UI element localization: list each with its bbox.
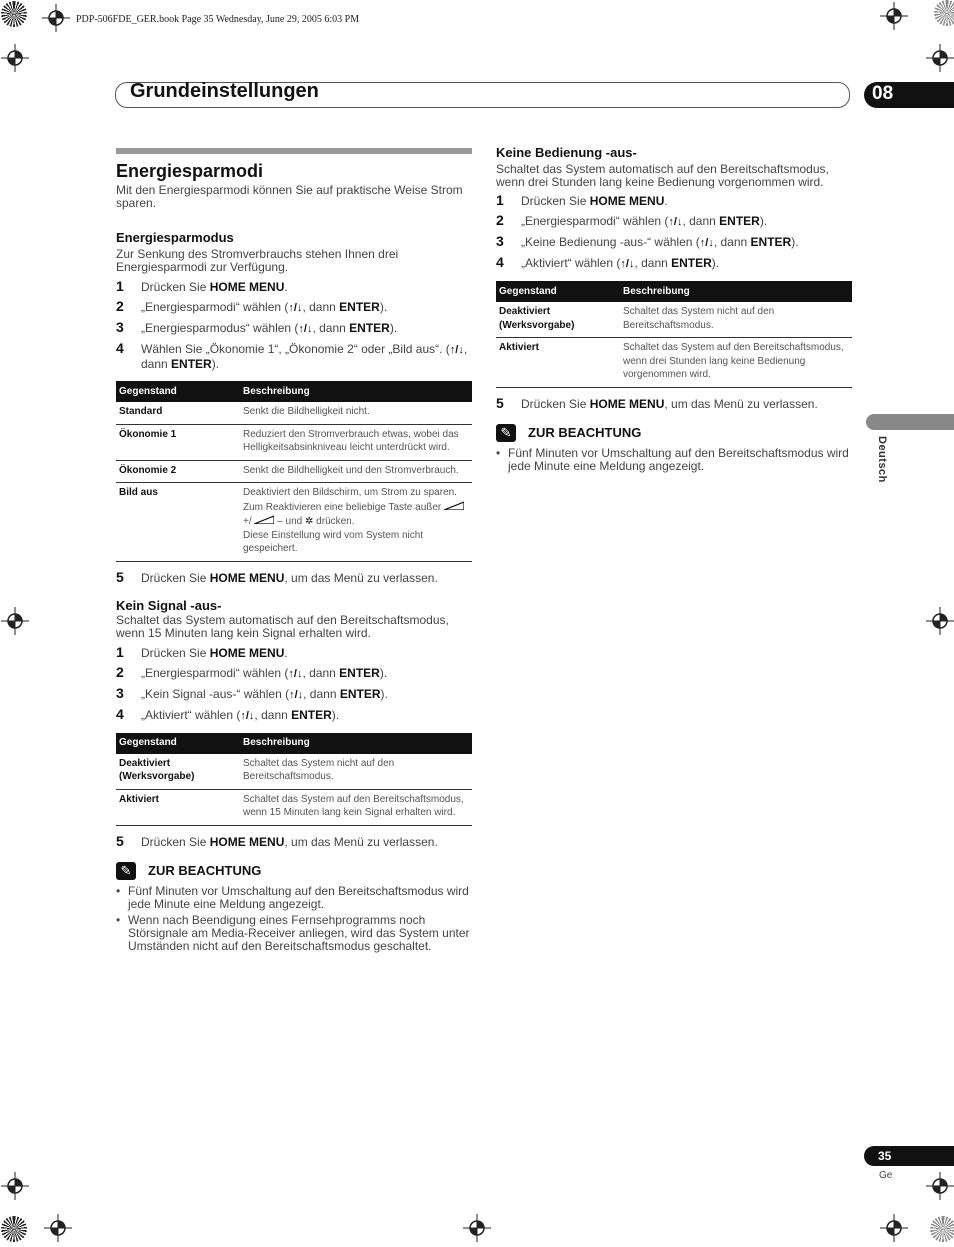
chapter-number: 08 (872, 83, 894, 104)
step-text (141, 342, 472, 371)
step-text-part: , dann (141, 342, 468, 371)
table-cell-value (240, 483, 472, 562)
step-key-label: HOME MENU (589, 194, 665, 208)
step-text (141, 687, 388, 702)
step-text (141, 321, 397, 336)
table-cell-value: Senkt die Bildhelligkeit nicht. (240, 402, 472, 424)
table-cell-text: – und (277, 516, 303, 527)
table-cell-key: Aktiviert (116, 789, 240, 825)
file-header: PDP-506FDE_GER.book Page 35 Wednesday, June 29, 2005 6:03 PM (76, 14, 360, 25)
step-text-part: ). (791, 235, 799, 249)
step-item (496, 213, 852, 229)
step-list (116, 834, 472, 849)
step-text-part: „Energiesparmodi“ wählen ( (141, 300, 289, 314)
volume-down-icon (444, 500, 464, 510)
step-item (116, 279, 472, 294)
note-heading (496, 423, 852, 443)
registration-mark-icon (926, 1172, 954, 1200)
options-table (116, 733, 472, 826)
note-title: ZUR BEACHTUNG (148, 863, 262, 878)
step-text-part: ). (379, 300, 388, 314)
step-text-part: , dann (682, 214, 720, 228)
step-number: 4 (116, 340, 124, 356)
registration-mark-icon (1, 44, 29, 72)
table-header: Beschreibung (240, 733, 472, 754)
table-cell-value: Schaltet das System nicht auf den Bereitschaftsmodus. (620, 302, 852, 338)
step-number: 2 (116, 298, 124, 314)
note-heading (116, 861, 472, 881)
table-cell-key: Deaktiviert (Werksvorgabe) (116, 754, 240, 790)
step-item (116, 320, 472, 336)
step-text-part: Drücken Sie (141, 834, 210, 849)
pencil-note-icon: ✎ (496, 424, 516, 442)
step-text-part: „Energiesparmodus“ wählen ( (141, 321, 299, 335)
table-header: Beschreibung (240, 381, 472, 402)
step-text-part: . (664, 194, 668, 208)
step-item (496, 234, 852, 250)
table-row (116, 754, 472, 790)
step-text-part: ). (759, 214, 768, 228)
language-tab (866, 414, 954, 430)
step-number: 3 (116, 319, 124, 335)
table-row (116, 460, 472, 483)
step-list (116, 570, 472, 585)
note-item: • Fünf Minuten vor Umschaltung auf den Bereitschaftsmodus wird jede Minute eine Meldung angezeigt. (116, 885, 472, 911)
up-down-arrow-icon: ↑/↓ (289, 688, 304, 701)
step-text-part: , um das Menü zu verlassen. (284, 834, 438, 849)
table-cell-key: Standard (116, 402, 240, 424)
table-cell-value: Schaltet das System auf den Bereitschaftsmodus, wenn 15 Minuten lang kein Signal erhalten wird. (240, 789, 472, 825)
step-number: 1 (116, 643, 124, 660)
table-header: Gegenstand (116, 381, 240, 402)
subsection-heading: Energiesparmodus (116, 230, 234, 245)
table-row (116, 402, 472, 424)
table-row (116, 789, 472, 825)
step-item (116, 686, 472, 702)
step-text-part: ). (389, 321, 398, 335)
volume-up-icon (254, 514, 274, 524)
step-text-part: ). (711, 256, 720, 270)
step-text-part: , um das Menü zu verlassen. (284, 570, 438, 585)
table-cell-key: Aktiviert (496, 338, 620, 388)
table-header: Beschreibung (620, 281, 852, 302)
step-text-part: , um das Menü zu verlassen. (664, 396, 818, 411)
step-text-part: „Energiesparmodi“ wählen ( (141, 665, 289, 680)
section-rule (116, 148, 472, 154)
up-down-arrow-icon: ↑/↓ (288, 667, 303, 680)
subsection-text: Zur Senkung des Stromverbrauchs stehen Ihnen drei Energiesparmodi zur Verfügung. (116, 247, 399, 274)
table-cell-text: +/ (243, 516, 252, 527)
step-text-part: Drücken Sie (521, 396, 590, 411)
section-title: Energiesparmodi (116, 161, 264, 181)
step-text-part: Drücken Sie (141, 280, 210, 294)
step-list (496, 396, 852, 411)
table-cell-key: Deaktiviert (Werksvorgabe) (496, 302, 620, 338)
registration-mark-icon (926, 44, 954, 72)
step-text-part: , dann (312, 321, 350, 335)
step-text-part: , dann (713, 235, 751, 249)
step-text-part: „Keine Bedienung -aus-“ wählen ( (521, 235, 700, 249)
step-text (141, 646, 288, 660)
step-key-label: ENTER (719, 214, 760, 228)
step-text-part: „Aktiviert“ wählen ( (521, 256, 621, 270)
step-text (521, 194, 668, 208)
registration-mark-icon (880, 1214, 908, 1242)
step-number: 5 (496, 394, 504, 411)
step-text (141, 666, 387, 681)
subsection-text: Schaltet das System automatisch auf den Bereitschaftsmodus, wenn drei Stunden lang keine Bedienung vorgenommen wird. (496, 162, 829, 189)
table-row (496, 302, 852, 338)
table-cell-text: Deaktiviert den Bildschirm, um Strom zu sparen. Zum Reaktivieren eine beliebige Taste außer (243, 487, 457, 513)
step-key-label: ENTER (671, 256, 712, 270)
step-text-part: ). (331, 707, 340, 722)
step-list (116, 645, 472, 723)
note-item: • Wenn nach Beendigung eines Fernsehprogramms noch Störsignale am Media-Receiver anliegen, wird das System unter Umständen nicht auf den Bereitschaftsmodus geschaltet. (116, 914, 472, 953)
up-down-arrow-icon: ↑/↓ (699, 237, 714, 249)
subsection-heading: Keine Bedienung -aus- (496, 145, 637, 160)
up-down-arrow-icon: ↑/↓ (240, 709, 255, 722)
step-item (116, 834, 472, 849)
registration-mark-icon (926, 607, 954, 635)
up-down-arrow-icon: ↑/↓ (668, 216, 683, 228)
step-text-part: „Energiesparmodi“ wählen ( (521, 214, 669, 228)
table-row (496, 338, 852, 388)
table-header: Gegenstand (116, 733, 240, 754)
step-key-label: HOME MENU (209, 834, 285, 849)
step-item (496, 396, 852, 411)
page-number: 35 (878, 1149, 892, 1163)
note-item: • Fünf Minuten vor Umschaltung auf den Bereitschaftsmodus wird jede Minute eine Meldung angezeigt. (496, 447, 852, 473)
registration-mark-icon (1, 607, 29, 635)
step-number: 2 (116, 663, 124, 680)
step-text (521, 214, 767, 229)
note-list (116, 885, 472, 953)
note-list (496, 447, 852, 473)
step-key-label: ENTER (339, 300, 380, 314)
table-cell-key: Bild aus (116, 483, 240, 562)
step-key-label: HOME MENU (589, 396, 665, 411)
step-item (116, 341, 472, 371)
registration-mark-icon (463, 1214, 491, 1242)
step-number: 3 (116, 684, 124, 701)
step-text-part: ). (211, 357, 220, 371)
left-column (116, 148, 472, 956)
table-cell-value: Schaltet das System auf den Bereitschaftsmodus, wenn drei Stunden lang keine Bedienung vorgenommen wird. (620, 338, 852, 388)
step-text-part: Wählen Sie „Ökonomie 1“, „Ökonomie 2“ oder „Bild aus“. ( (141, 342, 450, 356)
step-number: 4 (496, 254, 504, 270)
step-key-label: ENTER (339, 665, 380, 680)
options-table (496, 281, 852, 388)
step-text-part: Drücken Sie (141, 570, 210, 585)
step-item (116, 665, 472, 681)
step-list (496, 193, 852, 271)
step-number: 1 (116, 278, 124, 294)
step-text (141, 571, 438, 585)
table-row (116, 424, 472, 460)
step-text (521, 397, 818, 411)
step-text-part: „Aktiviert“ wählen ( (141, 707, 241, 722)
language-label: Deutsch (876, 436, 888, 483)
up-down-arrow-icon: ↑/↓ (298, 323, 313, 335)
registration-mark-icon (1, 1172, 29, 1200)
step-text-part: „Kein Signal -aus-“ wählen ( (141, 686, 290, 701)
registration-mark-icon (42, 4, 70, 32)
table-cell-value: Senkt die Bildhelligkeit und den Stromverbrauch. (240, 460, 472, 483)
chapter-title: Grundeinstellungen (130, 80, 319, 102)
step-item (496, 255, 852, 271)
step-text-part: , dann (302, 300, 340, 314)
table-cell-key: Ökonomie 2 (116, 460, 240, 483)
up-down-arrow-icon: ↑/↓ (449, 344, 464, 356)
step-text-part: ). (380, 686, 388, 701)
step-number: 5 (116, 568, 124, 585)
step-item (116, 707, 472, 723)
step-number: 1 (496, 192, 504, 208)
step-key-label: ENTER (750, 235, 792, 249)
table-cell-text: drücken. (316, 516, 355, 527)
table-header: Gegenstand (496, 281, 620, 302)
step-key-label: ENTER (291, 707, 332, 722)
page-language-code: Ge (879, 1170, 893, 1181)
options-table (116, 381, 472, 562)
brightness-icon: ✲ (305, 516, 314, 527)
up-down-arrow-icon: ↑/↓ (620, 258, 635, 270)
note-title: ZUR BEACHTUNG (528, 425, 642, 440)
step-text-part: Drücken Sie (141, 645, 210, 660)
step-text-part: . (284, 280, 288, 294)
step-number: 3 (496, 233, 504, 249)
step-text (521, 235, 799, 250)
step-text (141, 835, 438, 849)
pencil-note-icon: ✎ (116, 862, 136, 880)
step-key-label: HOME MENU (209, 645, 285, 660)
registration-mark-icon (880, 2, 908, 30)
color-target-icon (930, 1216, 954, 1242)
step-text (141, 280, 288, 294)
table-cell-key: Ökonomie 1 (116, 424, 240, 460)
step-text (521, 256, 719, 271)
step-text-part: Drücken Sie (521, 194, 590, 208)
step-item (116, 299, 472, 315)
table-row (116, 483, 472, 562)
up-down-arrow-icon: ↑/↓ (288, 302, 303, 314)
step-text (141, 300, 387, 315)
registration-mark-icon (44, 1214, 72, 1242)
subsection-text: Schaltet das System automatisch auf den Bereitschaftsmodus, wenn 15 Minuten lang kein Signal erhalten wird. (116, 612, 449, 640)
section-intro: Mit den Energiesparmodi können Sie auf praktische Weise Strom sparen. (116, 183, 463, 210)
table-cell-value: Schaltet das System nicht auf den Bereitschaftsmodus. (240, 754, 472, 790)
step-number: 2 (496, 212, 504, 228)
table-cell-value: Reduziert den Stromverbrauch etwas, wobei das Helligkeitsabsinkniveau leicht unterdrückt wird. (240, 424, 472, 460)
step-item (116, 570, 472, 585)
step-key-label: HOME MENU (209, 570, 285, 585)
step-text-part: , dann (254, 707, 292, 722)
step-list (116, 279, 472, 371)
subsection-heading: Kein Signal -aus- (116, 597, 222, 613)
color-target-icon (1, 1216, 27, 1242)
step-text (141, 708, 339, 723)
step-key-label: ENTER (171, 357, 212, 371)
step-number: 5 (116, 832, 124, 849)
table-cell-text: Diese Einstellung wird vom System nicht gespeichert. (243, 529, 424, 554)
step-text-part: . (284, 645, 288, 660)
step-number: 4 (116, 705, 124, 722)
step-item (116, 645, 472, 660)
step-text-part: , dann (303, 686, 340, 701)
step-key-label: ENTER (339, 686, 381, 701)
color-target-icon (1, 1, 27, 27)
step-item (496, 193, 852, 208)
step-text-part: ). (379, 665, 388, 680)
color-target-icon (934, 0, 954, 26)
right-column (496, 145, 852, 476)
step-key-label: ENTER (349, 321, 390, 335)
step-text-part: , dann (302, 665, 340, 680)
step-key-label: HOME MENU (209, 280, 285, 294)
step-text-part: , dann (634, 256, 672, 270)
